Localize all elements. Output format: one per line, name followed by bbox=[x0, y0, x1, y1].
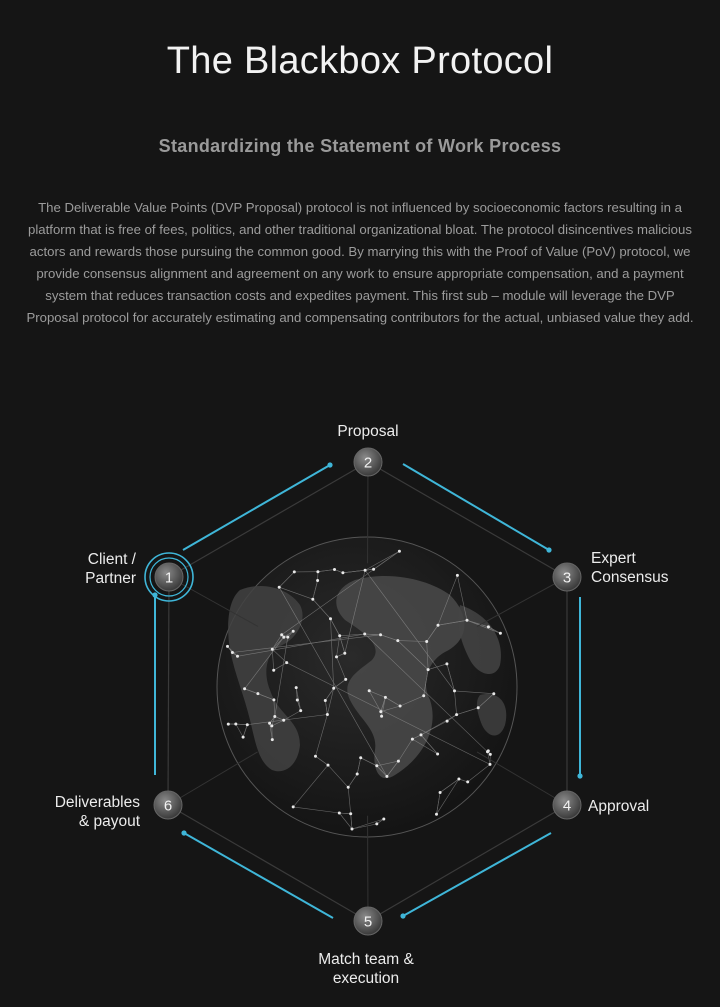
globe-node-dot bbox=[356, 773, 359, 776]
globe-node-dot bbox=[282, 719, 285, 722]
step-4-label bbox=[588, 797, 698, 816]
globe-node-dot bbox=[278, 586, 281, 589]
globe-node-dot bbox=[333, 568, 336, 571]
step-5-label-line2: execution bbox=[332, 970, 400, 987]
step-6-label bbox=[30, 793, 140, 831]
globe-node-dot bbox=[351, 828, 354, 831]
step-2-label bbox=[318, 422, 418, 441]
globe-node-dot bbox=[280, 633, 283, 636]
globe-node-dot bbox=[226, 645, 229, 648]
globe-node-dot bbox=[347, 786, 350, 789]
globe-node-dot bbox=[227, 723, 230, 726]
globe-node-dot bbox=[236, 655, 239, 658]
step-4-label-line1: Approval bbox=[588, 798, 650, 815]
hex-edge-6 bbox=[168, 577, 169, 805]
globe-node-dot bbox=[285, 661, 288, 664]
globe-node-dot bbox=[231, 651, 234, 654]
globe-node-dot bbox=[335, 655, 338, 658]
globe-node-dot bbox=[243, 687, 246, 690]
globe-node-dot bbox=[364, 569, 367, 572]
globe-node-dot bbox=[399, 705, 402, 708]
step-1-label-line2: Partner bbox=[85, 570, 136, 587]
globe-node-dot bbox=[379, 633, 382, 636]
step-6-number: 6 bbox=[163, 797, 173, 815]
globe-node-dot bbox=[326, 713, 329, 716]
globe-node-dot bbox=[372, 568, 375, 571]
spoke-6 bbox=[168, 752, 258, 805]
step-6-label-line2: & payout bbox=[78, 813, 140, 830]
globe-node-dot bbox=[329, 617, 332, 620]
step-3-number: 3 bbox=[562, 569, 572, 587]
flow-line-5 bbox=[184, 833, 333, 918]
globe-node-dot bbox=[397, 760, 400, 763]
globe-node-dot bbox=[286, 636, 289, 639]
globe-node-dot bbox=[246, 723, 249, 726]
step-3-label bbox=[591, 549, 701, 587]
globe-node-dot bbox=[271, 738, 274, 741]
globe-node-dot bbox=[420, 733, 423, 736]
globe-node-dot bbox=[273, 715, 276, 718]
globe-illustration bbox=[217, 537, 517, 837]
flow-line-2 bbox=[403, 464, 549, 550]
globe-node-dot bbox=[380, 715, 383, 718]
globe-node-dot bbox=[457, 778, 460, 781]
page-subtitle: Standardizing the Statement of Work Process bbox=[158, 136, 562, 156]
flow-arrowhead-3 bbox=[577, 773, 582, 778]
globe-node-dot bbox=[316, 570, 319, 573]
globe-node-dot bbox=[384, 696, 387, 699]
globe-node-dot bbox=[466, 780, 469, 783]
globe-node-dot bbox=[292, 805, 295, 808]
globe-node-dot bbox=[363, 633, 366, 636]
intro-paragraph: The Deliverable Value Points (DVP Proposal) protocol is not influenced by socioeconomic factors resulting in a platform that is free of fees, politics, and other traditional organizational bloat. The protocol disincentives malicious actors and rewards those pursuing the common good. By marrying this with the Proof of Value (PoV) protocol, we provide consensus alignment and agreement on any work to ensure appropriate compensation, and a payment system that reduces transaction costs and expedites payment. This first sub – module will leverage the DVP Proposal protocol for accurately estimating and compensating contributors for the actual, unbiased value they add. bbox=[26, 200, 694, 325]
globe-node-dot bbox=[487, 625, 490, 628]
flow-arrowhead-1 bbox=[327, 462, 332, 467]
step-1-number: 1 bbox=[164, 569, 174, 587]
globe-node-dot bbox=[316, 579, 319, 582]
globe-node-dot bbox=[456, 574, 459, 577]
globe-node-dot bbox=[492, 692, 495, 695]
globe-node-dot bbox=[296, 699, 299, 702]
globe-node-dot bbox=[311, 598, 314, 601]
step-6-label-line1: Deliverables bbox=[54, 794, 140, 811]
globe-node-dot bbox=[439, 791, 442, 794]
globe-node-dot bbox=[453, 689, 456, 692]
step-1-label-line1: Client / bbox=[87, 551, 136, 568]
globe-node-dot bbox=[272, 698, 275, 701]
step-2-number: 2 bbox=[363, 454, 373, 472]
globe-node-dot bbox=[437, 624, 440, 627]
globe-node-dot bbox=[396, 639, 399, 642]
globe-node-dot bbox=[344, 678, 347, 681]
globe-node-dot bbox=[327, 764, 330, 767]
globe-node-dot bbox=[499, 632, 502, 635]
globe-node-dot bbox=[446, 720, 449, 723]
globe-node-dot bbox=[379, 710, 382, 713]
spoke-4 bbox=[477, 752, 567, 805]
globe-node-dot bbox=[385, 775, 388, 778]
globe-node-dot bbox=[332, 687, 335, 690]
globe-node-dot bbox=[359, 756, 362, 759]
globe-node-dot bbox=[436, 753, 439, 756]
globe-node-dot bbox=[295, 686, 298, 689]
globe-node-dot bbox=[425, 640, 428, 643]
page-title: The Blackbox Protocol bbox=[166, 40, 554, 82]
globe-node-dot bbox=[435, 813, 438, 816]
globe-node-dot bbox=[242, 736, 245, 739]
step-5-label-line1: Match team & bbox=[318, 951, 414, 968]
globe-node-dot bbox=[293, 570, 296, 573]
globe-node-dot bbox=[427, 668, 430, 671]
globe-node-dot bbox=[338, 812, 341, 815]
globe-node-dot bbox=[282, 636, 285, 639]
globe-node-dot bbox=[271, 648, 274, 651]
globe-node-dot bbox=[489, 763, 492, 766]
globe-node-dot bbox=[422, 694, 425, 697]
step-5-label bbox=[296, 950, 436, 988]
flow-arrowhead-2 bbox=[546, 547, 551, 552]
globe-node-dot bbox=[338, 634, 341, 637]
globe-node-dot bbox=[234, 723, 237, 726]
globe-node-dot bbox=[487, 749, 490, 752]
globe-node-dot bbox=[268, 722, 271, 725]
globe-node-dot bbox=[272, 669, 275, 672]
step-5-number: 5 bbox=[363, 913, 373, 931]
flow-line-4 bbox=[403, 833, 551, 916]
globe-node-dot bbox=[398, 550, 401, 553]
globe-node-dot bbox=[292, 630, 295, 633]
globe-node-dot bbox=[489, 753, 492, 756]
globe-node-dot bbox=[445, 662, 448, 665]
globe-node-dot bbox=[314, 755, 317, 758]
step-2-label-line1: Proposal bbox=[337, 423, 399, 440]
globe-node-dot bbox=[375, 764, 378, 767]
flow-line-1 bbox=[183, 465, 330, 550]
globe-node-dot bbox=[299, 709, 302, 712]
step-4-number: 4 bbox=[562, 797, 572, 815]
globe-node-dot bbox=[455, 713, 458, 716]
globe-node-dot bbox=[375, 822, 378, 825]
step-1-label bbox=[62, 550, 136, 588]
globe-node-dot bbox=[411, 738, 414, 741]
globe-node-dot bbox=[343, 652, 346, 655]
globe-node-dot bbox=[270, 724, 273, 727]
protocol-diagram bbox=[0, 390, 720, 1007]
globe-node-dot bbox=[349, 812, 352, 815]
globe-node-dot bbox=[477, 706, 480, 709]
globe-node-dot bbox=[256, 692, 259, 695]
globe-node-dot bbox=[324, 699, 327, 702]
flow-arrowhead-5 bbox=[181, 830, 186, 835]
globe-node-dot bbox=[382, 818, 385, 821]
globe-node-dot bbox=[466, 619, 469, 622]
step-3-label-line1: Expert bbox=[591, 550, 636, 567]
step-3-label-line2: Consensus bbox=[591, 569, 669, 586]
globe-node-dot bbox=[341, 571, 344, 574]
globe-node-dot bbox=[368, 689, 371, 692]
flow-arrowhead-4 bbox=[400, 913, 405, 918]
